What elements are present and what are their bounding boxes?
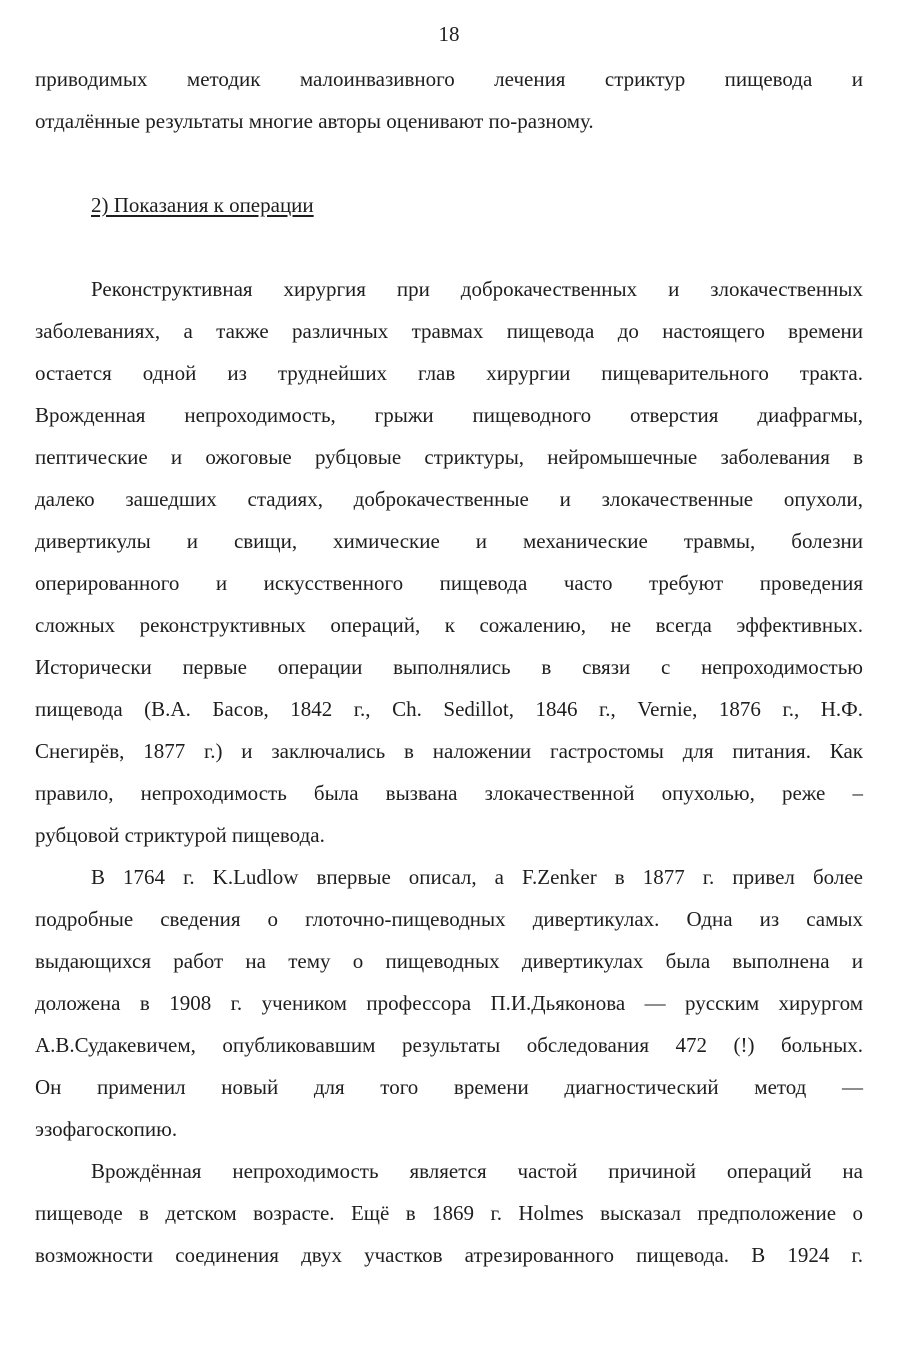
text-line: Врожденная непроходимость, грыжи пищеводного отверстия диафрагмы, bbox=[35, 403, 863, 427]
text-line: эзофагоскопию. bbox=[35, 1117, 178, 1141]
text-line: дивертикулы и свищи, химические и механические травмы, болезни bbox=[35, 529, 863, 553]
text-line: остается одной из труднейших глав хирургии пищеварительного тракта. bbox=[35, 361, 863, 385]
section-heading: 2) Показания к операции bbox=[91, 193, 314, 217]
spacer bbox=[35, 142, 863, 184]
paragraph-3 bbox=[35, 1150, 863, 1276]
spacer bbox=[35, 226, 863, 268]
text-line: пептические и ожоговые рубцовые стриктуры, нейромышечные заболевания в bbox=[35, 445, 863, 469]
text-line: оперированного и искусственного пищевода часто требуют проведения bbox=[35, 571, 863, 595]
text-line: возможности соединения двух участков атрезированного пищевода. В 1924 г. bbox=[35, 1243, 863, 1267]
text-line: рубцовой стриктурой пищевода. bbox=[35, 823, 325, 847]
text-line: правило, непроходимость была вызвана злокачественной опухолью, реже – bbox=[35, 781, 863, 805]
text-line: Реконструктивная хирургия при доброкачественных и злокачественных bbox=[91, 277, 863, 301]
page-number: 18 bbox=[438, 22, 460, 46]
text-line: подробные сведения о глоточно-пищеводных дивертикулах. Одна из самых bbox=[35, 907, 863, 931]
text-line: Врождённая непроходимость является частой причиной операций на bbox=[91, 1159, 863, 1183]
text-line: приводимых методик малоинвазивного лечения стриктур пищевода и bbox=[35, 67, 863, 91]
text-line: В 1764 г. K.Ludlow впервые описал, а F.Zenker в 1877 г. привел более bbox=[91, 865, 863, 889]
paragraph-1 bbox=[35, 268, 863, 856]
text-line: выдающихся работ на тему о пищеводных дивертикулах была выполнена и bbox=[35, 949, 863, 973]
document-body bbox=[35, 58, 863, 1276]
text-line: сложных реконструктивных операций, к сожалению, не всегда эффективных. bbox=[35, 613, 863, 637]
text-line: пищевода (В.А. Басов, 1842 г., Ch. Sedillot, 1846 г., Vernie, 1876 г., Н.Ф. bbox=[35, 697, 863, 721]
text-line: пищеводе в детском возрасте. Ещё в 1869 г. Holmes высказал предположение о bbox=[35, 1201, 863, 1225]
text-line: доложена в 1908 г. учеником профессора П.И.Дьяконова — русским хирургом bbox=[35, 991, 863, 1015]
paragraph-2 bbox=[35, 856, 863, 1150]
text-line: далеко зашедших стадиях, доброкачественные и злокачественные опухоли, bbox=[35, 487, 863, 511]
text-line: Снегирёв, 1877 г.) и заключались в наложении гастростомы для питания. Как bbox=[35, 739, 863, 763]
text-line: Он применил новый для того времени диагностический метод — bbox=[35, 1075, 863, 1099]
intro-paragraph bbox=[35, 58, 863, 142]
text-line: отдалённые результаты многие авторы оценивают по-разному. bbox=[35, 109, 594, 133]
text-line: Исторически первые операции выполнялись в связи с непроходимостью bbox=[35, 655, 863, 679]
text-line: заболеваниях, а также различных травмах пищевода до настоящего времени bbox=[35, 319, 863, 343]
text-line: А.В.Судакевичем, опубликовавшим результаты обследования 472 (!) больных. bbox=[35, 1033, 863, 1057]
